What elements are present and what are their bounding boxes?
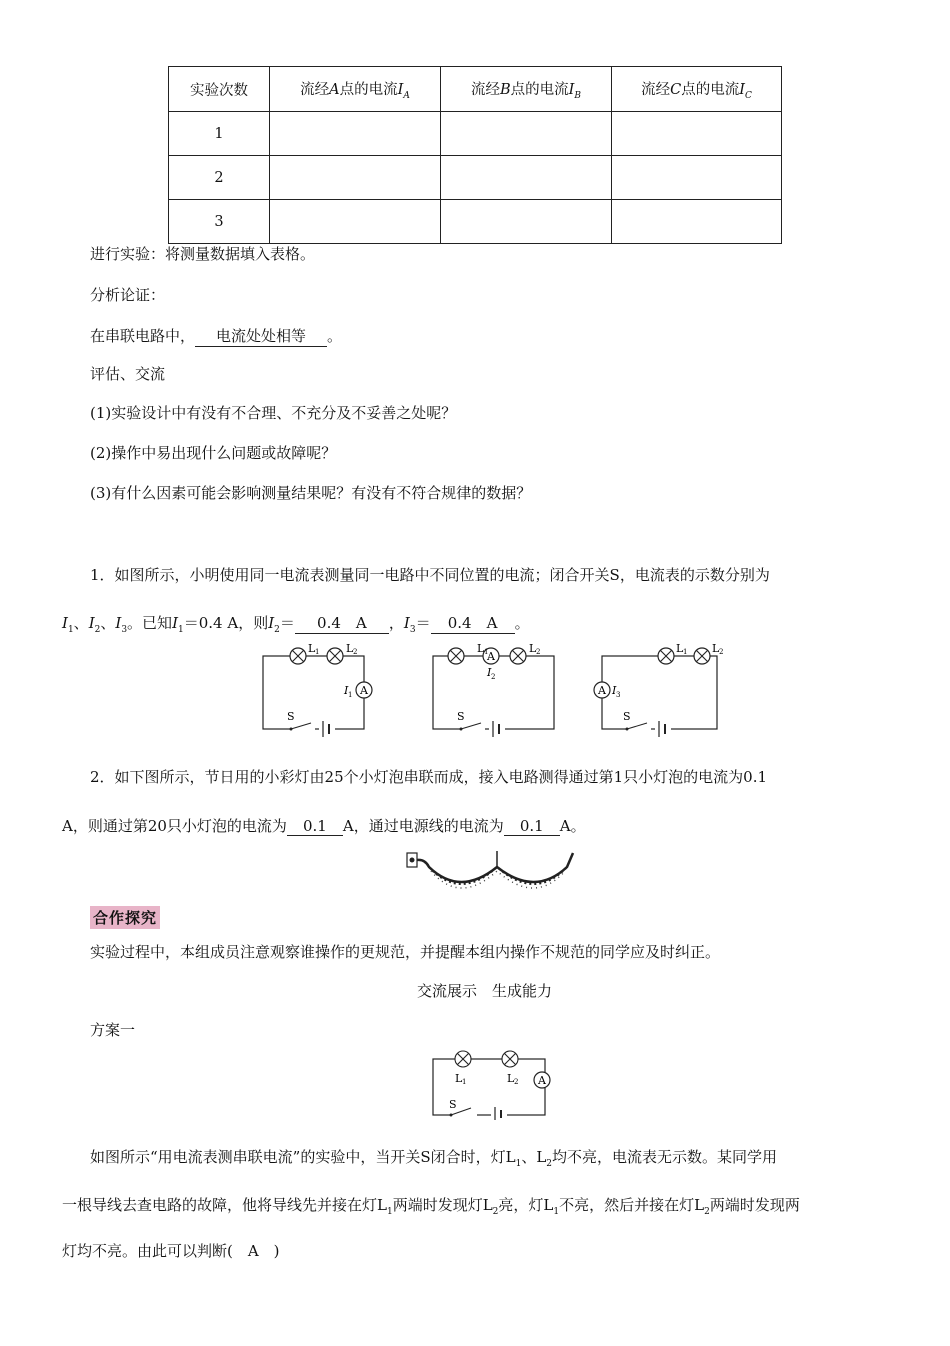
final-line-2: 一根导线去查电路的故障，他将导线先并接在灯$L_1$两端时发现灯$L_2$亮，灯$L_1$不亮，然后并接在灯$L_2$两端时发现两: [62, 1196, 800, 1217]
plan-circuit: [425, 1048, 555, 1120]
table-cell[interactable]: [270, 112, 441, 156]
problem-2-text: 2．如下图所示，节日用的小彩灯由25个小灯泡串联而成，接入电路测得通过第1只小灯泡的电流为0.1: [90, 768, 768, 786]
header-trial: 实验次数: [169, 67, 270, 112]
table-cell[interactable]: [441, 156, 612, 200]
row-number: 3: [169, 200, 270, 244]
table-cell[interactable]: [612, 156, 782, 200]
svg-text:2: 2: [353, 648, 358, 656]
row-number: 2: [169, 156, 270, 200]
svg-text:S: S: [449, 1098, 457, 1111]
svg-text:L: L: [455, 1072, 463, 1085]
svg-text:1: 1: [348, 691, 353, 699]
analysis-text: 分析论证：: [90, 286, 166, 304]
row-number: 1: [169, 112, 270, 156]
header-a: 流经A点的电流$I_A$: [270, 67, 441, 112]
svg-text:2: 2: [719, 648, 724, 656]
problem-2-line2: A，则通过第20只小灯泡的电流为 0.1 A，通过电源线的电流为 0.1 A。: [62, 817, 586, 835]
answer-power-line: 0.1: [504, 817, 560, 836]
svg-text:L: L: [529, 642, 537, 655]
string-lights-image: [405, 845, 585, 895]
question-2: (2)操作中易出现什么问题或故障呢？: [90, 444, 337, 462]
table-cell[interactable]: [441, 112, 612, 156]
series-answer: 电流处处相等: [195, 325, 327, 347]
svg-text:I: I: [487, 666, 492, 679]
evaluate-text: 评估、交流: [90, 365, 166, 383]
svg-text:I: I: [612, 684, 617, 697]
header-b: 流经B点的电流$I_B$: [441, 67, 612, 112]
svg-text:A: A: [487, 650, 495, 663]
svg-text:S: S: [623, 710, 631, 723]
svg-text:L: L: [346, 642, 354, 655]
final-line-1: 如图所示“用电流表测串联电流”的实验中，当开关S闭合时，灯$L_1$、$L_2$均不亮，电流表无示数。某同学用: [90, 1148, 778, 1169]
svg-text:1: 1: [462, 1078, 467, 1086]
answer-i2: 0.4 A: [295, 612, 389, 634]
final-line-3: 灯均不亮。由此可以判断( A ): [62, 1242, 280, 1260]
svg-text:S: S: [287, 710, 295, 723]
table-cell[interactable]: [612, 200, 782, 244]
svg-text:1: 1: [315, 648, 320, 656]
table-row: [169, 200, 782, 244]
svg-text:L: L: [676, 642, 684, 655]
problem-1-line2: $I_1$、$I_2$、$I_3$。已知$I_1=0.4$ A，则$I_2= 0.4$ A ，$I_3= 0.4$ A 。: [62, 614, 530, 635]
svg-text:2: 2: [536, 648, 541, 656]
table-row: [169, 112, 782, 156]
section-heading: 交流展示 生成能力: [417, 982, 553, 1000]
svg-text:L: L: [477, 642, 485, 655]
svg-text:A: A: [598, 684, 606, 697]
table-cell[interactable]: [612, 112, 782, 156]
table-cell[interactable]: [270, 200, 441, 244]
plan-label: 方案一: [90, 1021, 136, 1039]
data-table: [168, 66, 782, 244]
problem-1-text: 1．如图所示，小明使用同一电流表测量同一电路中不同位置的电流；闭合开关S，电流表的示数分别为: [90, 566, 770, 584]
question-1: (1)实验设计中有没有不合理、不充分及不妥善之处呢？: [90, 404, 457, 422]
answer-bulb20: 0.1: [287, 817, 343, 836]
svg-text:S: S: [457, 710, 465, 723]
table-cell[interactable]: [270, 156, 441, 200]
table-row: [169, 156, 782, 200]
svg-text:L: L: [308, 642, 316, 655]
table-cell[interactable]: [441, 200, 612, 244]
svg-text:1: 1: [484, 648, 489, 656]
coop-badge: 合作探究: [90, 906, 160, 929]
svg-text:L: L: [507, 1072, 515, 1085]
do-experiment-text: 进行实验：将测量数据填入表格。: [90, 245, 316, 263]
question-3: (3)有什么因素可能会影响测量结果呢？有没有不符合规律的数据？: [90, 484, 532, 502]
svg-text:A: A: [538, 1074, 546, 1087]
coop-text: 实验过程中，本组成员注意观察谁操作的更规范，并提醒本组内操作不规范的同学应及时纠正。: [90, 943, 721, 961]
answer-i3: 0.4 A: [431, 612, 515, 634]
svg-text:I: I: [344, 684, 349, 697]
svg-text:2: 2: [491, 673, 496, 681]
header-c: 流经C点的电流$I_C$: [612, 67, 782, 112]
svg-text:L: L: [712, 642, 720, 655]
series-conclusion: 在串联电路中， 电流处处相等 。: [90, 327, 343, 345]
circuit-diagrams: [255, 640, 735, 745]
svg-text:A: A: [360, 684, 368, 697]
svg-text:2: 2: [514, 1078, 519, 1086]
svg-text:1: 1: [683, 648, 688, 656]
svg-text:3: 3: [616, 691, 621, 699]
